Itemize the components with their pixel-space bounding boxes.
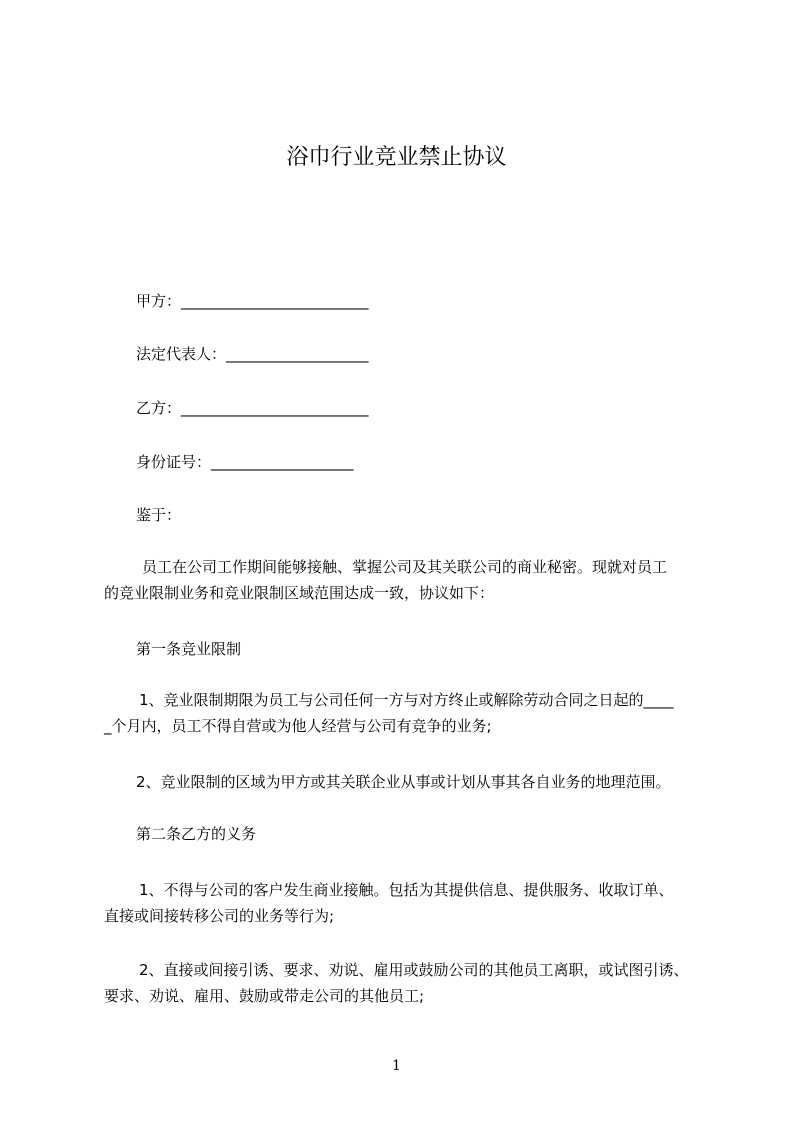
id-number-field: 身份证号：___________________	[136, 453, 354, 471]
article-2-item-2-line-1: 2、直接或间接引诱、要求、劝说、雇用或鼓励公司的其他员工离职，或试图引诱、	[139, 961, 689, 979]
legal-representative-field: 法定代表人：___________________	[136, 345, 369, 363]
document-title: 浴巾行业竞业禁止协议	[286, 145, 507, 170]
article-1-item-1-line-2: _个月内，员工不得自营或为他人经营与公司有竞争的业务;	[104, 717, 492, 735]
intro-paragraph	[104, 557, 704, 603]
party-b-field: 乙方：_________________________	[136, 399, 369, 417]
article-2-item-2-line-2: 要求、劝说、雇用、鼓励或带走公司的其他员工;	[104, 987, 425, 1005]
article-2-item-1	[104, 880, 704, 926]
article-1-item-2-line-1: 2、竞业限制的区域为甲方或其关联企业从事或计划从事其各自业务的地理范围。	[136, 773, 671, 791]
article-1-item-2	[104, 772, 704, 792]
whereas-label: 鉴于：	[136, 506, 182, 524]
intro-line-2: 的竞业限制业务和竞业限制区域范围达成一致，协议如下：	[104, 584, 495, 602]
article-1-item-1-line-1: 1、竞业限制期限为员工与公司任何一方与对方终止或解除劳动合同之日起的____	[139, 691, 674, 709]
article-2-item-1-line-2: 直接或间接转移公司的业务等行为;	[104, 907, 335, 925]
intro-line-1: 员工在公司工作期间能够接触、掌握公司及其关联公司的商业秘密。现就对员工	[142, 558, 668, 576]
article-2-item-2	[104, 960, 704, 1006]
article-1-item-1	[104, 690, 704, 736]
article-1-heading: 第一条竞业限制	[136, 640, 242, 658]
party-a-field: 甲方：_________________________	[136, 292, 369, 310]
page-number: 1	[392, 1058, 401, 1074]
article-2-item-1-line-1: 1、不得与公司的客户发生商业接触。包括为其提供信息、提供服务、收取订单、	[139, 881, 674, 899]
article-2-heading: 第二条乙方的义务	[136, 825, 257, 843]
